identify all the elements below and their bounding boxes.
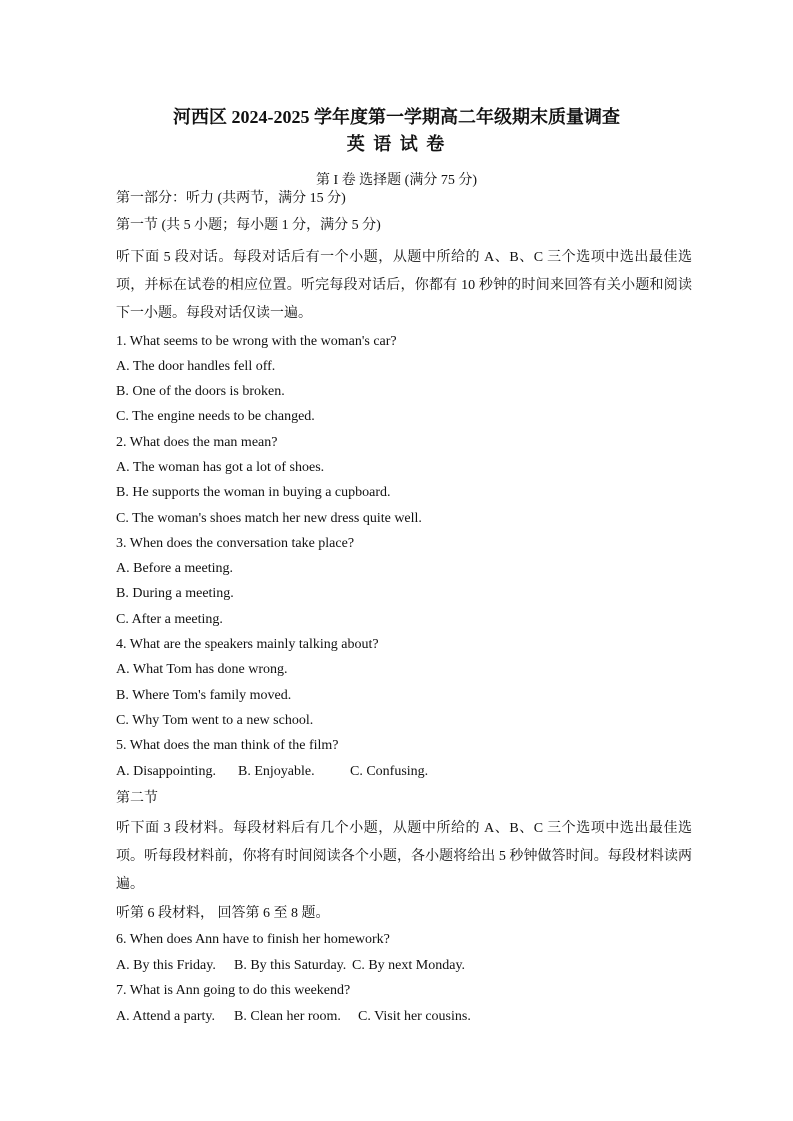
option-6a: A. By this Friday. — [116, 958, 216, 973]
section2-instructions: 听下面 3 段材料。每段材料后有几个小题，从题中所给的 A、B、C 三个选项中选出最佳选项。听每段材料前，你将有时间阅读各个小题，各小题将给出 5 秒钟做答时间。每段材料读两遍。 — [116, 821, 692, 892]
instructions-paragraph: 听下面 5 段对话。每段对话后有一个小题，从题中所给的 A、B、C 三个选项中选出最佳选项，并标在试卷的相应位置。听完每段对话后，你都有 10 秒钟的时间来回答有关小题和阅读下一小题。每段对话仅读一遍。 — [116, 250, 692, 321]
option-4c: C. Why Tom went to a new school. — [116, 713, 314, 728]
question-7: 7. What is Ann going to do this weekend? — [116, 983, 351, 998]
part-heading: 第一部分：听力 (共两节，满分 15 分) — [116, 191, 346, 206]
subsection-heading: 第一节 (共 5 小题；每小题 1 分，满分 5 分) — [116, 218, 381, 233]
section2-heading: 第二节 — [116, 791, 158, 806]
section-heading: 第 I 卷 选择题 (满分 75 分) — [316, 173, 477, 188]
option-7b: B. Clean her room. — [234, 1009, 341, 1024]
option-1c: C. The engine needs to be changed. — [116, 409, 315, 424]
option-2a: A. The woman has got a lot of shoes. — [116, 460, 325, 475]
option-2c: C. The woman's shoes match her new dress quite well. — [116, 511, 422, 526]
option-5c: C. Confusing. — [350, 764, 429, 779]
option-5a: A. Disappointing. — [116, 764, 216, 779]
option-3a: A. Before a meeting. — [116, 561, 234, 576]
option-6b: B. By this Saturday. — [234, 958, 347, 973]
option-7c: C. Visit her cousins. — [358, 1009, 471, 1024]
question-3: 3. When does the conversation take place? — [116, 536, 355, 551]
option-7a: A. Attend a party. — [116, 1009, 216, 1024]
option-1b: B. One of the doors is broken. — [116, 384, 285, 399]
question-2: 2. What does the man mean? — [116, 435, 278, 450]
question-4: 4. What are the speakers mainly talking about? — [116, 637, 379, 652]
option-4a: A. What Tom has done wrong. — [116, 662, 288, 677]
question-5: 5. What does the man think of the film? — [116, 738, 339, 753]
exam-title: 河西区 2024-2025 学年度第一学期高二年级期末质量调查 — [173, 107, 620, 127]
question-1: 1. What seems to be wrong with the woman's car? — [116, 334, 397, 349]
question-6: 6. When does Ann have to finish her homework? — [116, 932, 390, 947]
material-note: 听第 6 段材料， 回答第 6 至 8 题。 — [116, 906, 330, 921]
option-3c: C. After a meeting. — [116, 612, 223, 627]
option-3b: B. During a meeting. — [116, 586, 234, 601]
options-row-6 — [116, 957, 465, 975]
option-5b: B. Enjoyable. — [238, 764, 315, 779]
options-row-5 — [116, 763, 428, 781]
option-4b: B. Where Tom's family moved. — [116, 688, 292, 703]
option-6c: C. By next Monday. — [352, 958, 466, 973]
option-2b: B. He supports the woman in buying a cupboard. — [116, 485, 391, 500]
exam-subtitle: 英 语 试 卷 — [346, 134, 447, 154]
options-row-7 — [116, 1008, 471, 1026]
option-1a: A. The door handles fell off. — [116, 359, 276, 374]
